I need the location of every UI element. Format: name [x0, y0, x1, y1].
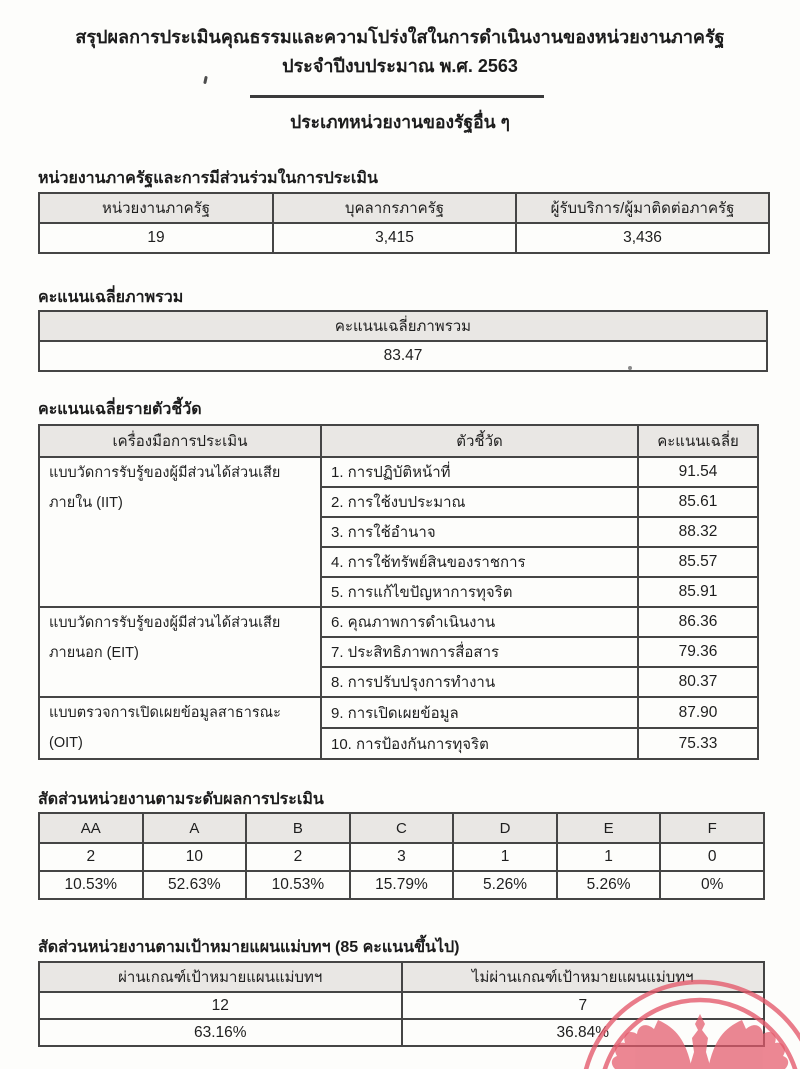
grade-count: 1 — [557, 843, 661, 871]
col-header: ตัวชี้วัด — [321, 425, 638, 457]
overall-score-table — [38, 310, 768, 372]
indicator-name: 9. การเปิดเผยข้อมูล — [321, 697, 638, 728]
tool-group-iit — [39, 457, 321, 607]
indicator-name: 10. การป้องกันการทุจริต — [321, 728, 638, 759]
grade-count-row — [39, 843, 764, 871]
tool-group-oit — [39, 697, 321, 759]
grade-header: B — [246, 813, 350, 843]
col-header: คะแนนเฉลี่ย — [638, 425, 758, 457]
grade-distribution-table — [38, 812, 765, 900]
table-header-row — [39, 311, 767, 341]
grade-header: A — [143, 813, 247, 843]
tool-label-line: แบบวัดการรับรู้ของผู้มีส่วนได้ส่วนเสีย — [49, 615, 281, 631]
grade-percent: 5.26% — [557, 871, 661, 899]
target-plan-heading: สัดส่วนหน่วยงานตามเป้าหมายแผนแม่บทฯ (85 คะแนนขึ้นไป) — [38, 939, 460, 956]
indicator-name: 2. การใช้งบประมาณ — [321, 487, 638, 517]
grade-percent: 10.53% — [246, 871, 350, 899]
indicator-score: 91.54 — [638, 457, 758, 487]
table-header-row — [39, 425, 758, 457]
indicator-name: 1. การปฏิบัติหน้าที่ — [321, 457, 638, 487]
indicator-scores-heading: คะแนนเฉลี่ยรายตัวชี้วัด — [38, 401, 202, 418]
indicator-row — [39, 697, 758, 728]
indicator-name: 3. การใช้อำนาจ — [321, 517, 638, 547]
grade-count: 3 — [350, 843, 454, 871]
col-header: บุคลากรภาครัฐ — [273, 193, 516, 223]
indicator-score: 80.37 — [638, 667, 758, 697]
participation-heading: หน่วยงานภาครัฐและการมีส่วนร่วมในการประเมิน — [38, 170, 378, 187]
tool-group-eit — [39, 607, 321, 697]
indicator-score: 79.36 — [638, 637, 758, 667]
grade-percent: 15.79% — [350, 871, 454, 899]
table-row — [39, 341, 767, 371]
col-header: เครื่องมือการประเมิน — [39, 425, 321, 457]
grade-percent: 52.63% — [143, 871, 247, 899]
target-percent-row — [39, 1019, 764, 1046]
fail-count: 7 — [402, 992, 765, 1019]
tool-label-line: แบบวัดการรับรู้ของผู้มีส่วนได้ส่วนเสีย — [49, 465, 281, 481]
indicator-name: 4. การใช้ทรัพย์สินของราชการ — [321, 547, 638, 577]
indicator-score: 88.32 — [638, 517, 758, 547]
indicator-row — [39, 457, 758, 487]
participation-table — [38, 192, 770, 254]
indicator-score: 85.91 — [638, 577, 758, 607]
document-title-line1: สรุปผลการประเมินคุณธรรมและความโปร่งใสในการดำเนินงานของหน่วยงานภาครัฐ — [75, 27, 725, 47]
col-header: ผู้รับบริการ/ผู้มาติดต่อภาครัฐ — [516, 193, 769, 223]
col-header: คะแนนเฉลี่ยภาพรวม — [39, 311, 767, 341]
service-user-count: 3,436 — [516, 223, 769, 253]
grade-header: E — [557, 813, 661, 843]
grade-count: 0 — [660, 843, 764, 871]
indicator-row — [39, 607, 758, 637]
document-title-line2: ประจำปีงบประมาณ พ.ศ. 2563 — [282, 56, 518, 76]
indicator-score: 75.33 — [638, 728, 758, 759]
grade-percent: 5.26% — [453, 871, 557, 899]
indicator-score: 85.61 — [638, 487, 758, 517]
grade-header: AA — [39, 813, 143, 843]
grade-count: 2 — [39, 843, 143, 871]
fail-header: ไม่ผ่านเกณฑ์เป้าหมายแผนแม่บทฯ — [402, 962, 765, 992]
agency-count: 19 — [39, 223, 273, 253]
title-divider-line — [250, 95, 544, 98]
grade-percent: 0% — [660, 871, 764, 899]
tool-label-line: แบบตรวจการเปิดเผยข้อมูลสาธารณะ — [49, 705, 281, 721]
indicator-scores-table — [38, 424, 759, 760]
pass-percent: 63.16% — [39, 1019, 402, 1046]
indicator-name: 8. การปรับปรุงการทำงาน — [321, 667, 638, 697]
grade-percent: 10.53% — [39, 871, 143, 899]
grade-count: 2 — [246, 843, 350, 871]
tool-label-line: (OIT) — [49, 735, 83, 751]
grade-header: C — [350, 813, 454, 843]
indicator-name: 7. ประสิทธิภาพการสื่อสาร — [321, 637, 638, 667]
agency-type-subtitle: ประเภทหน่วยงานของรัฐอื่น ๆ — [290, 112, 510, 132]
grade-percent-row — [39, 871, 764, 899]
scan-artifact — [203, 76, 208, 84]
table-header-row — [39, 813, 764, 843]
personnel-count: 3,415 — [273, 223, 516, 253]
grade-count: 10 — [143, 843, 247, 871]
grade-count: 1 — [453, 843, 557, 871]
grade-distribution-heading: สัดส่วนหน่วยงานตามระดับผลการประเมิน — [38, 791, 324, 808]
tool-label-line: ภายนอก (EIT) — [49, 645, 139, 661]
indicator-name: 6. คุณภาพการดำเนินงาน — [321, 607, 638, 637]
target-plan-table — [38, 961, 765, 1047]
fail-percent: 36.84% — [402, 1019, 765, 1046]
pass-header: ผ่านเกณฑ์เป้าหมายแผนแม่บทฯ — [39, 962, 402, 992]
overall-score-value: 83.47 — [39, 341, 767, 371]
grade-header: D — [453, 813, 557, 843]
indicator-score: 85.57 — [638, 547, 758, 577]
col-header: หน่วยงานภาครัฐ — [39, 193, 273, 223]
indicator-name: 5. การแก้ไขปัญหาการทุจริต — [321, 577, 638, 607]
table-header-row — [39, 962, 764, 992]
indicator-score: 87.90 — [638, 697, 758, 728]
target-count-row — [39, 992, 764, 1019]
table-header-row — [39, 193, 769, 223]
table-row — [39, 223, 769, 253]
indicator-score: 86.36 — [638, 607, 758, 637]
pass-count: 12 — [39, 992, 402, 1019]
tool-label-line: ภายใน (IIT) — [49, 495, 123, 511]
grade-header: F — [660, 813, 764, 843]
overall-score-heading: คะแนนเฉลี่ยภาพรวม — [38, 289, 184, 306]
